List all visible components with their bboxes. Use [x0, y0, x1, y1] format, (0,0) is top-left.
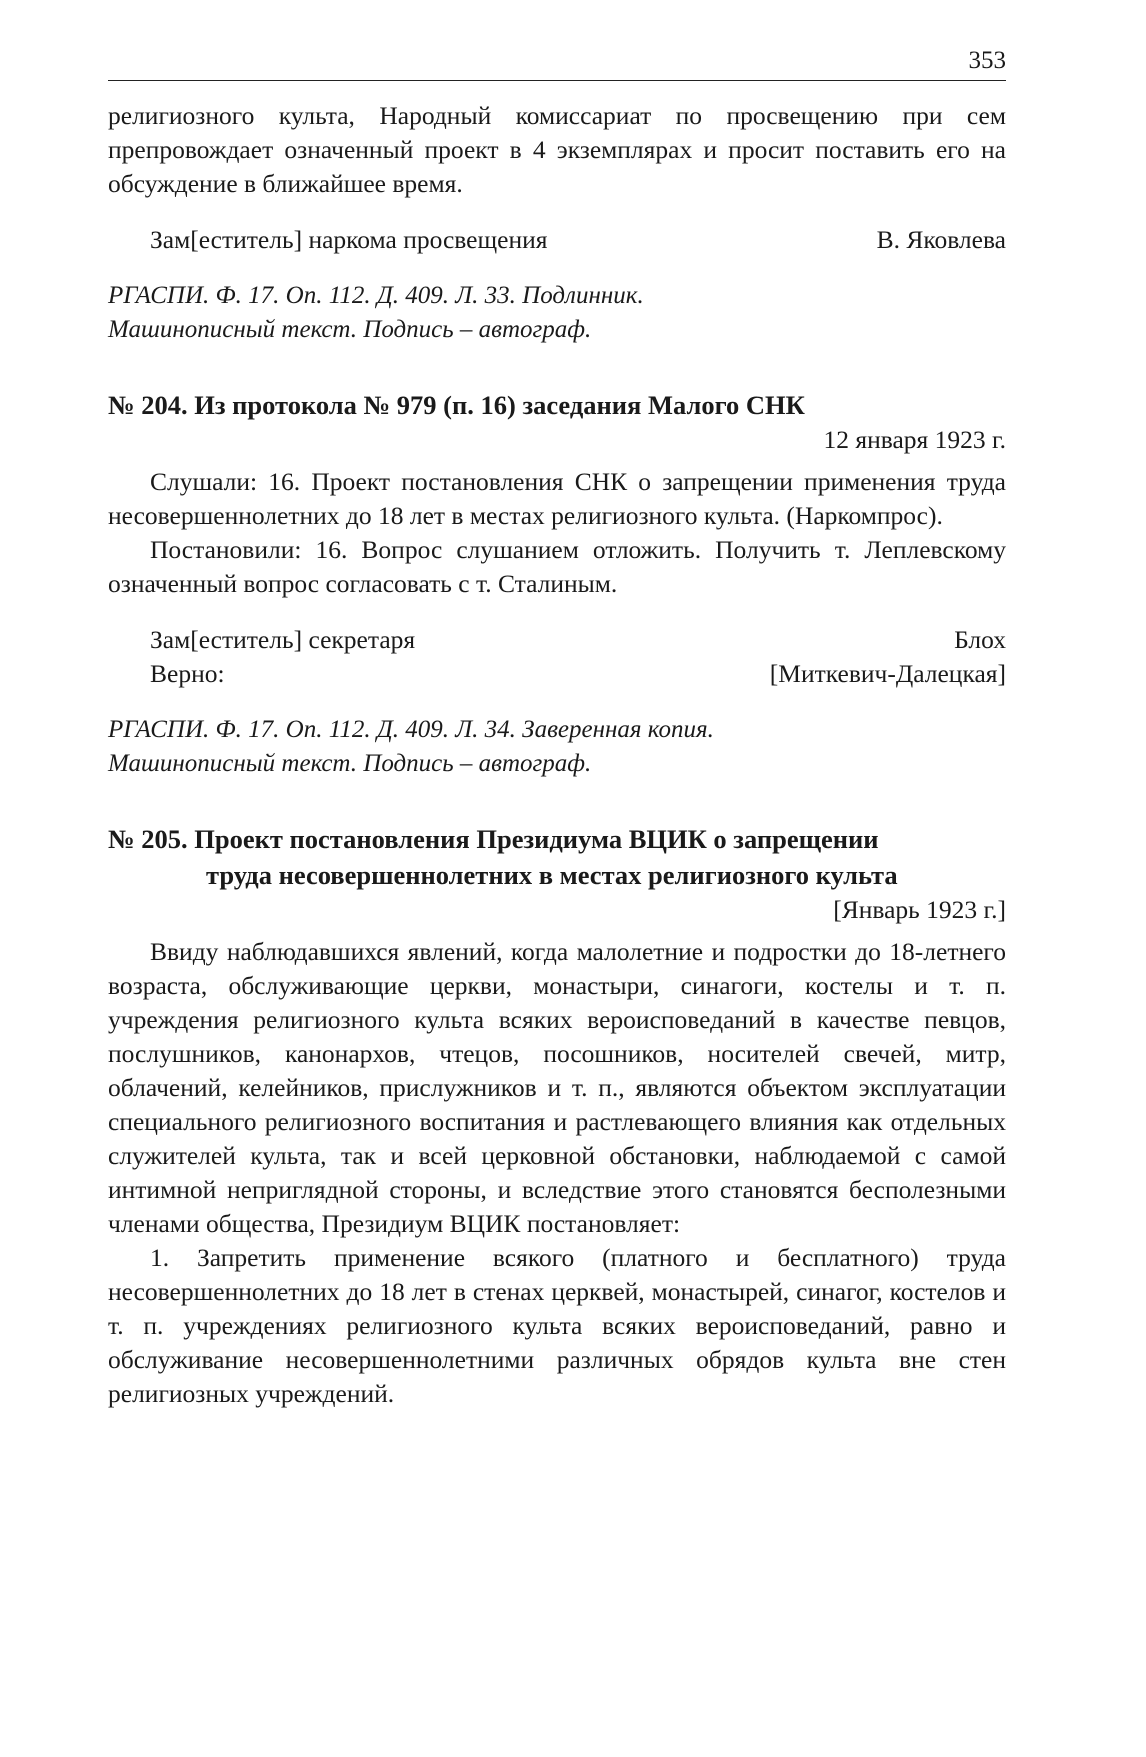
doc-204-signature-2 [108, 657, 1006, 691]
doc-204-date: 12 января 1923 г. [823, 425, 1006, 454]
doc-205-paragraph-1: Ввиду наблюдавшихся явлений, когда малолетние и подростки до 18-летнего возраста, обслуживающие церкви, монастыри, синагоги, костелы и т. п. учреждения религиозного культа всяких вероисповеданий в качестве певцов, послушников, канонархов, чтецов, посошников, носителей свечей, митр, облачений, келейников, прислужников и т. п., являются объектом эксплуатации специального религиозного воспитания и растлевающего влияния как отдельных служителей культа, так и всей церковной обстановки, наблюдаемой с самой интимной неприглядной стороны, и вследствие этого становятся бесполезными членами общества, Президиум ВЦИК постановляет: [108, 937, 1006, 1238]
signature-title: Зам[еститель] наркома просвещения [150, 225, 548, 254]
heading-line: № 205. Проект постановления Президиума ВЦИК о запрещении [108, 824, 879, 854]
source-note-203 [108, 279, 1006, 347]
doc-204-resolved: Постановили: 16. Вопрос слушанием отложить. Получить т. Леплевскому означенный вопрос согласовать с т. Сталиным. [108, 535, 1006, 598]
source-line: Машинописный текст. Подпись – автограф. [108, 316, 592, 343]
signature-name: [Миткевич-Далецкая] [769, 659, 1006, 688]
intro-paragraph: религиозного культа, Народный комиссариат по просвещению при сем препровождает означенный проект в 4 экземплярах и просит поставить его на обсуждение в ближайшее время. [108, 101, 1006, 198]
source-line: РГАСПИ. Ф. 17. Оп. 112. Д. 409. Л. 33. Подлинник. [108, 282, 644, 309]
source-line: РГАСПИ. Ф. 17. Оп. 112. Д. 409. Л. 34. Заверенная копия. [108, 716, 714, 743]
source-note-204 [108, 713, 1006, 781]
doc-204-heading: № 204. Из протокола № 979 (п. 16) заседания Малого СНК [108, 390, 805, 420]
header-rule [108, 80, 1006, 81]
signature-title: Зам[еститель] секретаря [150, 625, 416, 654]
source-line: Машинописный текст. Подпись – автограф. [108, 750, 592, 777]
doc-205-date: [Январь 1923 г.] [833, 895, 1006, 924]
document-page [108, 46, 1006, 1411]
signature-title: Верно: [150, 659, 225, 688]
doc-204-signature-1 [108, 623, 1006, 657]
intro-signature [108, 223, 1006, 257]
signature-name: Блох [954, 625, 1006, 654]
page-number: 353 [968, 47, 1006, 74]
signature-name: В. Яковлева [876, 225, 1006, 254]
doc-205-heading [108, 821, 1006, 893]
doc-204-heard: Слушали: 16. Проект постановления СНК о запрещении применения труда несовершеннолетних до 18 лет в местах религиозного культа. (Наркомпрос). [108, 467, 1006, 530]
heading-line: труда несовершеннолетних в местах религиозного культа [206, 860, 898, 890]
doc-205-paragraph-2: 1. Запретить применение всякого (платного и бесплатного) труда несовершеннолетних до 18 лет в стенах церквей, монастырей, синагог, костелов и т. п. учреждениях религиозного культа всяких вероисповеданий, равно и обслуживание несовершеннолетними различных обрядов культа вне стен религиозных учреждений. [108, 1243, 1006, 1408]
